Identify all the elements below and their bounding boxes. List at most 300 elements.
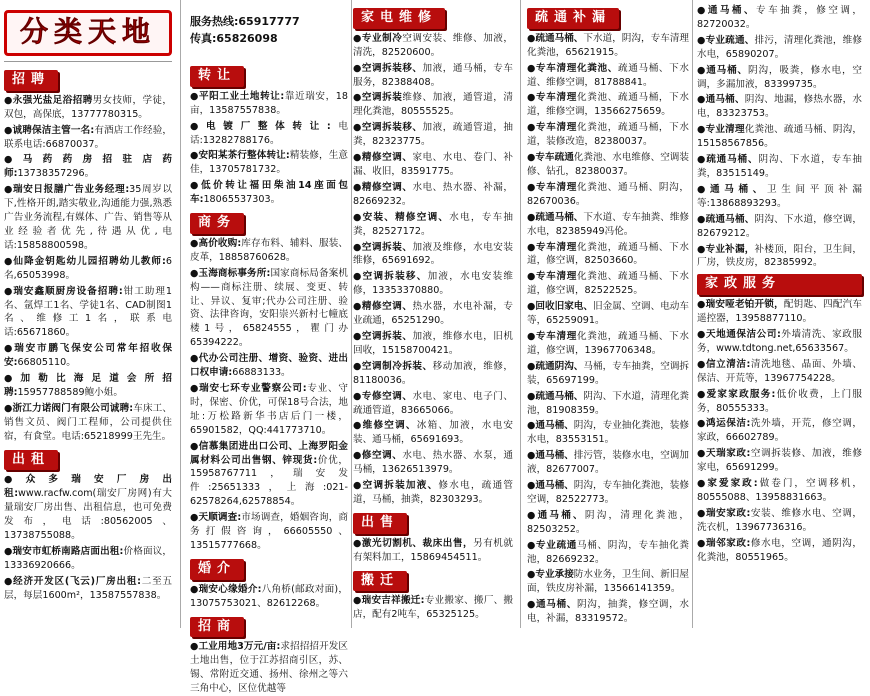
bullet-icon: ● — [697, 34, 706, 46]
entry-heading: 疏通马桶、 — [706, 154, 759, 166]
entry-text: 做卷门，空调移机，80555088、13958831663。 — [697, 478, 863, 503]
bullet-icon: ● — [190, 440, 199, 452]
classified-entry — [190, 149, 348, 177]
entry-heading: 空调拆装 — [361, 92, 403, 104]
classified-entry — [697, 93, 862, 121]
entry-text: 阴沟、下水道，专车抽粪，83515149。 — [697, 154, 863, 179]
classified-entry — [527, 151, 689, 179]
entry-heading: 专车清理 — [536, 241, 577, 253]
entry-text: 精装修，生意佳，13705781732。 — [190, 150, 349, 176]
classified-entry — [353, 241, 513, 269]
section-header: 出租 — [4, 450, 58, 471]
entry-text: 钳工助理1名、氩焊工1名、学徒1名、CAD制图1名、维修工1名，联系电话:65671860。 — [4, 285, 172, 339]
entry-text: 男女技师，学徒，双包，高保底，13777780315。 — [4, 94, 173, 120]
column-5 — [697, 0, 862, 628]
classified-entry — [353, 594, 513, 622]
entry-text: 66805110。 — [17, 357, 76, 369]
entry-heading: 信立清洁: — [705, 358, 751, 370]
entry-heading: 专车清理 — [536, 330, 577, 342]
section-header: 转让 — [190, 66, 244, 87]
classified-entry — [527, 270, 689, 298]
entry-heading: 疏通马桶、 — [705, 213, 755, 225]
bullet-icon: ● — [353, 122, 362, 134]
entry-text: 二至五层，每层1600m²，13587557838。 — [4, 575, 173, 601]
entry-heading: 天地通保洁公司: — [705, 328, 781, 340]
classified-entry — [527, 32, 689, 60]
bullet-icon: ● — [697, 358, 706, 370]
entry-text: 有酒店工作经验，联系电话:66870037。 — [4, 124, 173, 150]
classified-entry — [4, 372, 172, 400]
entry-text: 外墙清洗、家政服务，www.tdtong.net,65633567。 — [697, 328, 863, 354]
entry-heading: 诚聘保洁主管一名: — [12, 124, 95, 136]
bullet-icon: ● — [190, 383, 200, 394]
classified-entry — [190, 382, 348, 438]
bullet-icon: ● — [353, 92, 362, 104]
bullet-icon: ● — [190, 512, 199, 524]
classified-entry — [4, 153, 172, 181]
entry-text: 阴沟，吸粪，修水电，空调，多漏加液，83399735。 — [697, 64, 863, 90]
column-divider — [351, 0, 352, 628]
bullet-icon: ● — [697, 299, 706, 311]
entry-text: 车床工、销售文员、阀门工程师，公司提供住宿，有食堂。电话:65218999王先生。 — [4, 402, 173, 442]
entry-text: 八角桥(邮政对面)，13075753021、82612268。 — [190, 583, 348, 609]
bullet-icon: ● — [527, 241, 537, 253]
entry-heading: 浙江力诺阀门有限公司诚聘: — [12, 402, 134, 414]
entry-heading: 疏通马桶、 — [535, 211, 584, 223]
entry-text: 化粪池、疏通马桶、下水道，修空调，82522525。 — [527, 271, 690, 297]
entry-text: 阴沟，抽粪，修空调，水电，补漏，83319572。 — [527, 599, 690, 625]
bullet-icon: ● — [190, 583, 199, 595]
section-header: 商务 — [190, 213, 244, 234]
bullet-icon: ● — [527, 211, 536, 223]
entry-heading: 工业用地3万元/亩: — [198, 641, 281, 653]
entry-heading: 瑞安心缘婚介: — [198, 583, 262, 595]
entry-text: 化粪池，疏通马桶，下水道，装修改造，82380037。 — [527, 122, 690, 148]
entry-heading: 众多瑞安厂房出租: — [4, 474, 173, 500]
entry-text: 安装、维修水电、空调，洗衣机，13967736316。 — [697, 507, 863, 533]
entry-text: 防水业务，卫生间、新旧屋面，铁皮房补漏，13566141359。 — [527, 569, 690, 595]
entry-text: 加液，疏通管道，抽粪，82323775。 — [353, 122, 514, 148]
entry-heading: 安阳某茶行整体转让: — [198, 150, 290, 162]
entry-heading: 空调拆装加液、 — [362, 480, 439, 492]
column-2 — [190, 0, 349, 695]
classified-entry — [190, 90, 348, 118]
entry-heading: 瑞安鑫顺厨房设备招聘: — [13, 285, 123, 297]
fax-label: 传真: — [190, 31, 217, 45]
bullet-icon: ● — [527, 271, 537, 283]
bullet-icon: ● — [4, 373, 21, 385]
classified-entry — [353, 479, 513, 507]
classified-entry — [353, 62, 513, 90]
bullet-icon: ● — [353, 360, 362, 372]
bullet-icon: ● — [190, 641, 199, 653]
masthead-title: 分类天地 — [19, 15, 156, 49]
entry-heading: 专车清理 — [536, 181, 577, 193]
classified-entry — [527, 419, 689, 447]
section-header: 出售 — [353, 513, 407, 534]
entry-text: 移动加液，维修，81180036。 — [353, 360, 514, 386]
entry-text: 电话:13282788176。 — [190, 120, 348, 146]
bullet-icon: ● — [353, 181, 362, 193]
bullet-icon: ● — [527, 599, 537, 611]
entry-text: 6名,65053998。 — [4, 255, 172, 281]
classified-entry — [697, 123, 862, 151]
entry-heading: 信慕集团进出口公司、上海罗阳金属材料公司出售钢、锌现货: — [190, 440, 349, 466]
section-header: 搬迁 — [353, 571, 407, 592]
bullet-icon: ● — [4, 154, 23, 166]
classified-entry — [353, 121, 513, 149]
bullet-icon: ● — [697, 448, 706, 460]
entry-heading: 通马桶、 — [536, 599, 577, 611]
entry-text: 低价收费，上门服务，80555333。 — [697, 388, 863, 414]
entry-text: 求招招招开发区土地出售，位于江苏招商引区，苏、锡、常附近交通、扬州、徐州之等六三角中心，区位优越等 — [190, 641, 348, 695]
entry-text: 空调安装、维修、加液，清洗，82520600。 — [353, 32, 514, 58]
entry-heading: 通马桶、 — [705, 94, 745, 106]
classified-entry — [190, 511, 348, 553]
classified-entry — [527, 62, 689, 90]
entry-text: 下水道、专车抽粪、维修水电，82385949冯伦。 — [527, 211, 690, 237]
classified-entry — [4, 183, 172, 253]
classified-entry — [527, 330, 689, 358]
entry-text: 马桶、阴沟，专车抽化粪池，82669232。 — [527, 539, 690, 565]
classified-entry — [697, 447, 862, 475]
entry-heading: 疏通马桶、 — [535, 32, 584, 44]
entry-heading: 家爱家政: — [707, 478, 758, 490]
bullet-icon: ● — [697, 154, 707, 166]
entry-heading: 通马桶、 — [710, 183, 767, 195]
entry-heading: 瑞安家政: — [705, 507, 751, 519]
bullet-icon: ● — [4, 255, 14, 267]
classified-entry — [527, 181, 689, 209]
bullet-icon: ● — [697, 213, 706, 225]
classified-entry — [4, 94, 172, 122]
classified-entry — [527, 568, 689, 596]
entry-text: 专业搬家、搬厂、搬店，配有2吨车，65325125。 — [353, 595, 514, 621]
entry-text: 卫生间平顶补漏等:13868893293。 — [697, 183, 863, 209]
bullet-icon: ● — [697, 328, 706, 340]
entry-heading: 通马桶、 — [707, 5, 757, 16]
bullet-icon: ● — [697, 183, 711, 195]
classified-entry — [353, 211, 513, 239]
bullet-icon: ● — [190, 353, 199, 365]
entry-heading: 通马桶、 — [535, 480, 574, 492]
bullet-icon: ● — [697, 5, 708, 16]
column-1 — [4, 0, 172, 628]
masthead — [4, 4, 172, 62]
bullet-icon: ● — [527, 480, 536, 492]
classified-entry — [697, 388, 862, 416]
entry-text: 水电、家电、电子门、疏通管道，83665066。 — [353, 390, 514, 416]
entry-heading: 瑞安哑老铂开锁， — [705, 299, 784, 311]
entry-text: 阴沟，清理化粪池，82503252。 — [527, 509, 690, 535]
entry-heading: 专车清理 — [536, 271, 577, 283]
entry-text: 加液，维修水电，旧机回收，15158700421。 — [353, 330, 514, 356]
entry-heading: 通马桶、 — [706, 64, 749, 76]
entry-heading: 经济开发区(飞云)厂房出租: — [13, 575, 141, 587]
entry-text: 库存布料、辅料、服装、皮革，18858760628。 — [190, 237, 349, 263]
entry-text: 35周岁以下,性格开朗,踏实敬业,沟通能力强,熟悉广告业务流程,有媒体、广告、销售等从业经验者优先,待遇从优,电话:15858800598。 — [4, 184, 172, 251]
bullet-icon: ● — [527, 301, 536, 313]
entry-text: 国家商标局备案机构——商标注册、续展、变更、转让、异议、复审;代办公司注册、验资、法律咨询，安阳崇兴新村七幢底楼1号，65824555，瞿门办65394222。 — [190, 267, 349, 349]
classified-entry — [527, 598, 689, 626]
section-header: 招聘 — [4, 70, 58, 91]
entry-heading: 修空调、 — [361, 450, 403, 462]
entry-text: 水电、热水器、水泵，通马桶，13626513979。 — [353, 450, 514, 476]
bullet-icon: ● — [697, 418, 706, 430]
entry-text: 补楼顶，阳台，卫生间，厂房，铁皮房，82385992。 — [697, 243, 863, 269]
entry-text: 加液，水电安装维修，13353370880。 — [353, 271, 513, 297]
entry-text: 水电，专车抽粪，82527172。 — [353, 211, 514, 237]
section-header: 疏通补漏 — [527, 8, 619, 29]
entry-heading: 专车清理 — [536, 122, 577, 134]
bullet-icon: ● — [353, 330, 362, 342]
entry-heading: 通马桶、 — [537, 509, 585, 521]
column-3 — [353, 0, 513, 628]
classified-entry — [697, 417, 862, 445]
entry-text: 马桶，专车抽粪，空调拆装，65697199。 — [527, 360, 690, 386]
entry-heading: 专车清理化粪池、 — [536, 62, 618, 74]
bullet-icon: ● — [4, 474, 26, 486]
classified-entry — [527, 449, 689, 477]
classified-entry — [353, 151, 513, 179]
entry-heading: 专业制冷 — [361, 32, 403, 44]
bullet-icon: ● — [4, 94, 13, 106]
entry-text: 化粪池、水电维修、空调装修、钻孔，82380037。 — [527, 152, 690, 177]
classified-entry — [353, 537, 513, 565]
entry-heading: 专车疏通 — [535, 152, 574, 164]
bullet-icon: ● — [4, 124, 13, 136]
entry-heading: 低价转让福田柴油14座面包车: — [190, 180, 348, 206]
classified-entry — [697, 64, 862, 92]
hotline-number: 65917777 — [238, 15, 300, 28]
entry-text: 阴沟、下水道，修空调，82679212。 — [697, 213, 863, 239]
classified-entry — [353, 32, 513, 60]
entry-text: 热水器，水电补漏，专业疏通，65251290。 — [353, 301, 514, 327]
bullet-icon: ● — [353, 450, 362, 462]
bullet-icon: ● — [527, 569, 536, 581]
classified-entry — [190, 352, 348, 380]
classified-entry — [4, 124, 172, 152]
entry-text: 阴沟、下水道，清理化粪池，81908359。 — [527, 390, 690, 416]
classified-entry — [190, 179, 348, 207]
entry-heading: 电镀厂整体转让: — [206, 120, 331, 132]
bullet-icon: ● — [697, 478, 708, 490]
entry-heading: 加勒比海足道会所招聘: — [4, 373, 172, 398]
classified-entry — [353, 449, 513, 477]
classified-entry — [697, 243, 862, 271]
entry-heading: 永强光盐足浴招聘 — [12, 94, 93, 106]
entry-text: 下水道，阴沟，专车清理化粪池，65621915。 — [527, 32, 690, 58]
entry-heading: 专车清理 — [536, 92, 577, 104]
classified-entry — [697, 4, 862, 32]
entry-text: 配钥匙、四配汽车遥控器，13958877110。 — [697, 299, 863, 325]
bullet-icon: ● — [697, 243, 706, 255]
entry-text: 靠近瑞安，18亩，13587557838。 — [190, 90, 348, 116]
bullet-icon: ● — [527, 539, 537, 551]
entry-heading: 通马桶、 — [535, 450, 574, 462]
entry-text: 阴沟，专业抽化粪池，装修水电，83553151。 — [527, 420, 690, 446]
entry-heading: 马药药房招驻店药师: — [4, 154, 172, 180]
bullet-icon: ● — [527, 450, 536, 462]
entry-heading: 专业清理 — [705, 124, 745, 136]
entry-text: 化粪池、疏通马桶、阴沟，15158567856。 — [697, 124, 863, 150]
bullet-icon: ● — [527, 152, 536, 164]
section-header: 婚介 — [190, 559, 244, 580]
entry-text: 洗外墙，开荒，修空调，家政，66602789。 — [697, 418, 863, 444]
entry-text: 阴沟、地漏，修热水器，水电，83323753。 — [697, 94, 863, 120]
entry-heading: 专业承接 — [535, 569, 574, 581]
entry-text: 化粪池、疏通马桶，下水道，维修空调，13566275659。 — [527, 92, 690, 118]
entry-heading: 空调拆装移、 — [362, 271, 428, 283]
bullet-icon: ● — [527, 330, 537, 342]
entry-heading: 维修空调、 — [362, 420, 417, 432]
column-divider — [520, 0, 521, 628]
entry-text: 水电、热水器、补漏，82669232。 — [353, 181, 514, 207]
hotline-label: 服务热线: — [190, 15, 239, 28]
entry-heading: 平阳工业土地转让: — [198, 90, 285, 102]
entry-heading: 瑞安市虹桥南路店面出租: — [12, 545, 124, 557]
classified-entry — [697, 213, 862, 241]
entry-text: 化粪池、通马桶、阴沟，82670036。 — [527, 181, 690, 207]
entry-heading: 空调拆装、 — [361, 330, 413, 342]
entry-heading: 精修空调、 — [361, 181, 413, 193]
bullet-icon: ● — [697, 124, 706, 136]
entry-text: 家电、水电、卷门、补漏、收旧，83591775。 — [353, 152, 514, 177]
classified-entry — [4, 545, 172, 573]
classified-entry — [353, 419, 513, 447]
entry-text: 专业、守时，保密、价优，可保18号合法，地址:万松路新华书店后门一楼，65901582，QQ:441773710。 — [190, 383, 348, 436]
classified-entry — [527, 211, 689, 239]
classified-entry — [527, 360, 689, 388]
classified-entry — [697, 298, 862, 326]
entry-text: 阴沟，专车抽化粪池，装修空调，82522773。 — [527, 480, 690, 505]
classified-entry — [353, 330, 513, 358]
classified-entry — [527, 300, 689, 328]
bullet-icon: ● — [353, 32, 362, 44]
entry-heading: 专业补漏， — [705, 243, 755, 255]
entry-heading: 空调拆装、 — [361, 241, 413, 253]
column-4 — [527, 0, 689, 628]
classified-entry — [4, 575, 172, 603]
entry-heading: 瑞安吉祥搬迁: — [361, 595, 425, 607]
entry-heading: 精修空调、 — [361, 152, 413, 164]
bullet-icon: ● — [353, 420, 363, 432]
classified-entry — [527, 91, 689, 119]
bullet-icon: ● — [353, 211, 363, 223]
entry-text: www.racfw.com(瑞安厂房网)有大量瑞安厂房出售、出租信息，也可免费发布，电话:80562005、13738755088。 — [4, 488, 172, 542]
classified-entry — [527, 121, 689, 149]
classified-entry — [4, 285, 172, 341]
classified-entry — [190, 640, 348, 696]
entry-heading: 疏通马桶、 — [535, 390, 584, 402]
entry-heading: 代办公司注册、增资、验资、进出口权申请: — [190, 353, 349, 379]
bullet-icon: ● — [697, 94, 706, 106]
entry-heading: 瑞安日报膳广告业务经理: — [13, 184, 130, 196]
classified-entry — [527, 539, 689, 567]
entry-heading: 瑞安市鹏飞保安公司常年招收保安: — [4, 343, 173, 369]
bullet-icon: ● — [4, 402, 13, 414]
bullet-icon: ● — [697, 507, 706, 519]
entry-heading: 激光切割机、裁床出售， — [361, 537, 474, 549]
classified-entry — [190, 267, 348, 350]
classified-entry — [190, 237, 348, 265]
entry-text: 旧金属、空调、电动车等，65259091。 — [527, 301, 690, 327]
entry-text: 疏通马桶、下水道、维修空调，81788841。 — [527, 62, 690, 88]
classified-entry — [353, 181, 513, 209]
bullet-icon: ● — [190, 90, 199, 102]
entry-heading: 精修空调、 — [361, 301, 413, 313]
classified-entry — [4, 342, 172, 370]
entry-text: 维修、加液，通管道，清理化粪池，80555525。 — [353, 92, 514, 118]
bullet-icon: ● — [527, 360, 536, 372]
entry-heading: 空调拆装移、 — [361, 62, 423, 74]
entry-text: 修水电，空调，通阴沟，化粪池，80551965。 — [697, 537, 863, 563]
entry-text: 清洗地毯、晶面、外墙、保洁、开荒等，13967754228。 — [697, 358, 863, 384]
section-header: 家电维修 — [353, 8, 445, 29]
entry-heading: 瑞邻家政: — [705, 537, 751, 549]
entry-text: 13738357296。 — [17, 168, 95, 180]
entry-heading: 回收旧家电、 — [535, 301, 593, 313]
classified-entry — [190, 583, 348, 611]
entry-heading: 鸿运保洁: — [705, 418, 751, 430]
column-divider — [180, 0, 181, 628]
classified-entry — [353, 300, 513, 328]
entry-text: 66883133。 — [232, 367, 291, 379]
entry-heading: 安装、精修空调、 — [362, 211, 450, 223]
classified-entry — [353, 91, 513, 119]
entry-text: 专车抽粪，修空调，82720032。 — [697, 5, 863, 30]
classified-entry — [697, 477, 862, 505]
bullet-icon: ● — [4, 184, 13, 196]
entry-heading: 空调制冷拆装、 — [361, 360, 433, 372]
entry-heading: 天瑞家政: — [705, 448, 751, 460]
entry-text: 18065537303。 — [203, 194, 281, 206]
entry-text: 价优，15958767711，瑞安发件:25651333，上海:021-62578264,62578854。 — [190, 454, 349, 508]
entry-text: 另有机就有架料加工，15869454511。 — [353, 537, 514, 563]
hotline-block — [190, 4, 348, 62]
bullet-icon: ● — [527, 390, 536, 402]
classified-entry — [4, 473, 172, 543]
classified-entry — [697, 507, 862, 535]
entry-text: 排污，清理化粪池，维修水电，65890207。 — [697, 34, 863, 60]
classified-entry — [353, 390, 513, 418]
classified-entry — [697, 537, 862, 565]
entry-heading: 通马桶、 — [535, 420, 574, 432]
entry-text: 化粪池，疏通马桶、下水道，修空调，13967706348。 — [527, 330, 690, 356]
bullet-icon: ● — [353, 537, 362, 549]
column-divider — [692, 0, 693, 628]
classified-entry — [353, 270, 513, 298]
classified-entry — [527, 509, 689, 537]
classified-entry — [4, 402, 172, 444]
classified-entry — [697, 153, 862, 181]
bullet-icon: ● — [353, 595, 362, 607]
bullet-icon: ● — [353, 301, 362, 313]
entry-heading: 空调拆装移、 — [361, 122, 423, 134]
bullet-icon: ● — [353, 390, 362, 402]
entry-heading: 专修空调、 — [361, 390, 413, 402]
entry-heading: 天顺调查: — [198, 512, 242, 524]
entry-heading: 瑞安七环专业警察公司: — [199, 383, 307, 394]
entry-heading: 玉海商标事务所: — [198, 267, 271, 279]
classified-entry — [697, 358, 862, 386]
entry-text: 市场调查，婚姻咨询，商务打假咨询，66605550、13515777668。 — [190, 512, 349, 551]
classified-entry — [4, 255, 172, 283]
classified-entry — [353, 360, 513, 388]
entry-heading: 疏通阴沟、 — [535, 360, 584, 372]
bullet-icon: ● — [527, 32, 536, 44]
masthead-logo — [4, 10, 172, 56]
